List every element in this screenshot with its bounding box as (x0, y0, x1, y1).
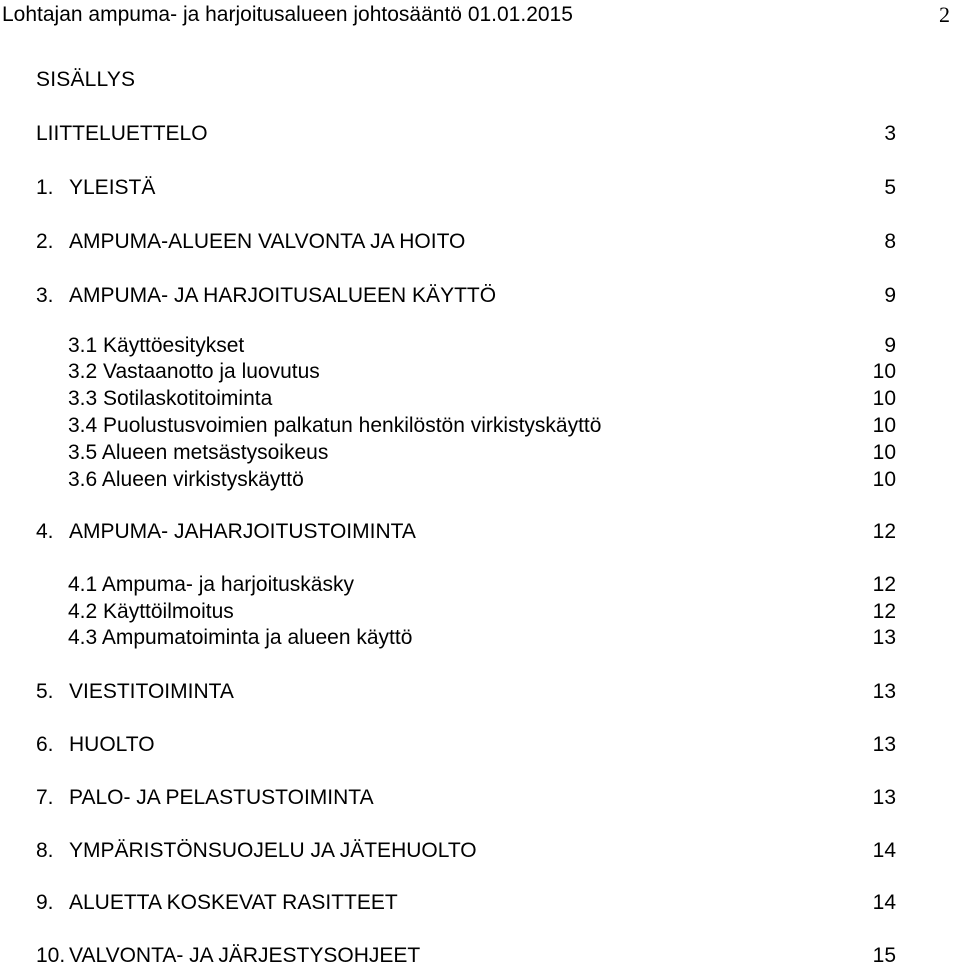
toc-entry-number: 7. (36, 786, 54, 809)
toc-entry-number: 2. (36, 230, 54, 253)
toc-entry-label: VALVONTA- JA JÄRJESTYSOHJEET (69, 944, 421, 967)
toc-entry-page: 12 (872, 600, 896, 623)
toc-entry-page: 13 (872, 680, 896, 703)
toc-entry-page: 10 (872, 468, 896, 491)
toc-entry-6 (36, 732, 960, 758)
toc-entry-page: 13 (872, 733, 896, 756)
toc-entry-label: 3.4 Puolustusvoimien palkatun henkilöstön virkistyskäyttö (68, 414, 602, 437)
toc-entry-3-5 (36, 440, 960, 466)
toc-entry-label: AMPUMA-ALUEEN VALVONTA JA HOITO (69, 230, 466, 253)
toc-entry-1 (36, 175, 960, 201)
toc-entry-label: AMPUMA- JAHARJOITUSTOIMINTA (69, 520, 416, 543)
toc-entry-4-1 (36, 572, 960, 598)
toc-entry-page: 14 (872, 839, 896, 862)
toc-entry-label: LIITTELUETTELO (36, 122, 208, 145)
toc-entry-label: AMPUMA- JA HARJOITUSALUEEN KÄYTTÖ (69, 284, 497, 307)
toc-entry-number: 1. (36, 176, 54, 199)
toc-entry-5 (36, 679, 960, 705)
toc-entry-page: 3 (884, 122, 896, 145)
toc-entry-page: 10 (872, 360, 896, 383)
toc-entry-page: 15 (872, 944, 896, 967)
toc-entry-8 (36, 838, 960, 864)
toc-entry-page: 5 (884, 176, 896, 199)
toc-entry-label: YLEISTÄ (69, 176, 156, 199)
toc-entry-4 (36, 519, 960, 545)
toc-entry-number: 9. (36, 891, 54, 914)
toc-entry-2 (36, 229, 960, 255)
toc-entry-number: 5. (36, 680, 54, 703)
toc-entry-label: ALUETTA KOSKEVAT RASITTEET (69, 891, 398, 914)
toc-entry-label: HUOLTO (69, 733, 155, 756)
toc-entry-page: 13 (872, 786, 896, 809)
toc-entry-9 (36, 890, 960, 916)
toc-entry-3 (36, 283, 960, 309)
toc-entry-number: 4. (36, 520, 54, 543)
toc-entry-page: 10 (872, 441, 896, 464)
toc-entry-label: VIESTITOIMINTA (69, 680, 234, 703)
toc-entry-label: 3.6 Alueen virkistyskäyttö (68, 468, 304, 491)
toc-entry-3-4 (36, 413, 960, 439)
toc-entry-page: 9 (884, 334, 896, 357)
toc-entry-4-3 (36, 625, 960, 651)
toc-entry-label: 4.2 Käyttöilmoitus (68, 600, 234, 623)
document-header-title: Lohtajan ampuma- ja harjoitusalueen johtosääntö 01.01.2015 (2, 3, 573, 26)
toc-entry-label: YMPÄRISTÖNSUOJELU JA JÄTEHUOLTO (69, 839, 477, 862)
toc-entry-number: 10. (36, 944, 66, 967)
toc-entry-3-2 (36, 359, 960, 385)
toc-entry-label: 3.1 Käyttöesitykset (68, 334, 245, 357)
toc-entry-page: 10 (872, 387, 896, 410)
toc-entry-label: 3.2 Vastaanotto ja luovutus (68, 360, 320, 383)
toc-entry-page: 10 (872, 414, 896, 437)
toc-entry-page: 12 (872, 573, 896, 596)
toc-entry-page: 14 (872, 891, 896, 914)
toc-heading: SISÄLLYS (36, 68, 136, 91)
toc-entry-liitteluettelo (36, 121, 960, 147)
toc-entry-label: 4.3 Ampumatoiminta ja alueen käyttö (68, 626, 413, 649)
toc-entry-label: 3.3 Sotilaskotitoiminta (68, 387, 273, 410)
toc-entry-3-1 (36, 333, 960, 359)
toc-entry-number: 6. (36, 733, 54, 756)
toc-entry-number: 3. (36, 284, 54, 307)
toc-entry-label: 3.5 Alueen metsästysoikeus (68, 441, 329, 464)
page-number: 2 (939, 2, 950, 27)
toc-entry-page: 12 (872, 520, 896, 543)
toc-entry-3-3 (36, 386, 960, 412)
toc-entry-10 (36, 943, 960, 969)
toc-entry-number: 8. (36, 839, 54, 862)
toc-entry-page: 13 (872, 626, 896, 649)
toc-entry-7 (36, 785, 960, 811)
toc-entry-label: 4.1 Ampuma- ja harjoituskäsky (68, 573, 354, 596)
toc-entry-page: 8 (884, 230, 896, 253)
toc-entry-label: PALO- JA PELASTUSTOIMINTA (69, 786, 374, 809)
toc-entry-4-2 (36, 599, 960, 625)
toc-entry-3-6 (36, 467, 960, 493)
toc-entry-page: 9 (884, 284, 896, 307)
